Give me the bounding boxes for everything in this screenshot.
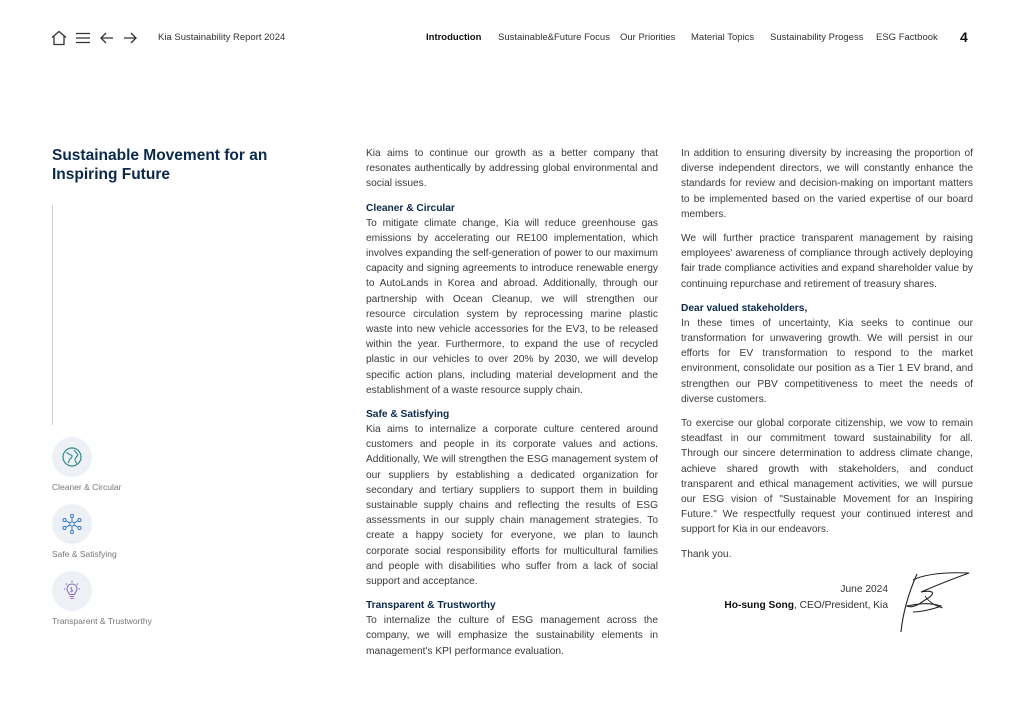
nav-esg-factbook[interactable]: ESG Factbook [876,32,938,43]
signature-date: June 2024 [840,584,888,595]
ev-transformation-paragraph: In these times of uncertainty, Kia seeks to continue our transformation for unwavering growth. We will persist in our efforts for EV transformation to respond to the market environment, consolidate our position as a Tier 1 EV brand, and strengthen our PBV competitiveness to meet the needs of diverse customers. [681,317,973,405]
ceo-title: , CEO/President, Kia [794,599,888,611]
badge-label-cleaner: Cleaner & Circular [52,482,122,492]
nav-our-priorities[interactable]: Our Priorities [620,32,676,43]
top-navigation-bar [0,0,1024,76]
compliance-paragraph: We will further practice transparent management by raising employees' awareness of compliance through actively deploying fair trade compliance activities and expand shareholder value by continuing repurchase and retirement of treasury shares. [681,233,973,290]
signature-block [700,582,888,613]
transparent-trustworthy-badge [52,571,92,611]
text-column-left [366,146,658,668]
cleaner-circular-heading: Cleaner & Circular [366,202,455,214]
arrow-right-icon[interactable] [121,29,139,47]
lightbulb-icon [60,579,84,603]
safe-satisfying-paragraph: Kia aims to internalize a corporate culture centered around customers and people in its corporate values and actions. Additionally, We will strengthen the ESG management system of our suppliers by establishing a dedicated organization for secondary and tertiary suppliers to support them in building sustainable supply chains and reflecting the results of ESG assessments in our supply chain management strategies. To create a happy society for everyone, we plan to launch corporate social responsibility efforts for multicultural families and people with disabilities who suffer from a lack of social support and acceptance. [366,424,658,588]
cleaner-circular-badge [52,437,92,477]
page-number: 4 [960,29,968,45]
menu-icon[interactable] [74,29,92,47]
network-icon [60,512,84,536]
divider-line [52,205,53,425]
handwritten-signature [895,566,975,636]
nav-introduction[interactable]: Introduction [426,32,482,43]
arrow-left-icon[interactable] [98,29,116,47]
text-column-right [681,146,973,571]
safe-satisfying-heading: Safe & Satisfying [366,409,450,421]
diversity-paragraph: In addition to ensuring diversity by increasing the proportion of diverse independent directors, we will constantly enhance the standards for review and decision-making on important matters to be implemented based on the varied expertise of our board members. [681,148,973,220]
home-icon[interactable] [50,29,68,47]
safe-satisfying-badge [52,504,92,544]
section-title: Sustainable Movement for an Inspiring Future [52,147,268,183]
globe-icon [60,445,84,469]
badge-label-safe: Safe & Satisfying [52,549,117,559]
intro-paragraph: Kia aims to continue our growth as a better company that resonates authentically by addressing global environmental and social issues. [366,148,658,190]
transparent-trustworthy-heading: Transparent & Trustworthy [366,600,496,612]
ceo-name: Ho-sung Song [724,599,794,611]
stakeholders-heading: Dear valued stakeholders, [681,302,808,314]
nav-sustainable-future-focus[interactable]: Sustainable&Future Focus [498,32,610,43]
transparent-trustworthy-paragraph: To internalize the culture of ESG management across the company, we will emphasize the sustainability elements in management's KPI performance evaluation. [366,615,658,657]
report-title: Kia Sustainability Report 2024 [158,32,286,43]
nav-material-topics[interactable]: Material Topics [691,32,755,43]
cleaner-circular-paragraph: To mitigate climate change, Kia will reduce greenhouse gas emissions by accelerating our RE100 implementation, which involves expanding the self-generation of power to our maximum capacity and signing agreements to introduce renewable energy to AutoLands in Korea and abroad. Additionally, through our partnership with Ocean Cleanup, we will strengthen our resource circulation system by reprocessing marine plastic waste into new vehicle accessories for the EV3, to be released within the year. Furthermore, to expand the use of recycled plastic in our vehicles to over 20% by 2030, we will develop specific action plans, including material development and the establishment of a waste resource supply chain. [366,217,658,396]
nav-sustainability-progress[interactable]: Sustainability Progess [770,32,864,43]
thanks-line: Thank you. [681,548,732,560]
badge-label-transparent: Transparent & Trustworthy [52,616,152,626]
citizenship-paragraph: To exercise our global corporate citizenship, we vow to remain steadfast in our commitment toward sustainability for all. Through our sincere determination to address climate change, achieve shared growth with stakeholders, and conduct transparent and ethical management activities, we will pursue our ESG vision of "Sustainable Movement for an Inspiring Future." We respectfully request your continued interest and support for Kia in our endeavors. [681,418,973,536]
